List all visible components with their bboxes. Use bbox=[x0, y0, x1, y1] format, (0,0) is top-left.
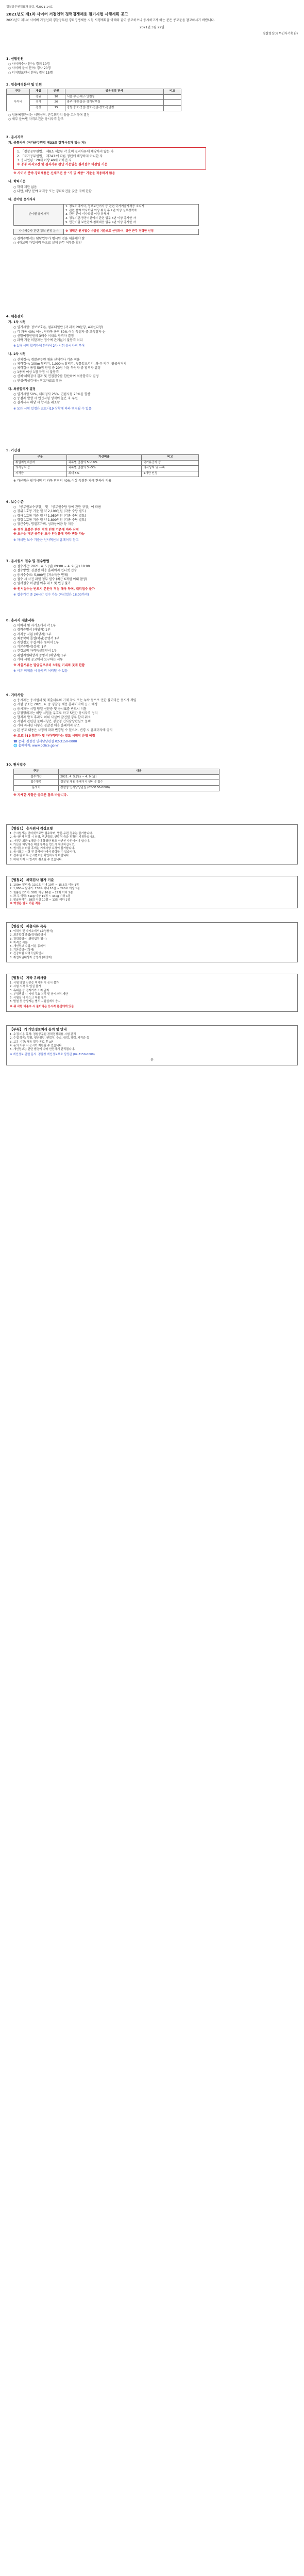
table-header: 구분 bbox=[7, 89, 30, 95]
section-1 bbox=[6, 57, 298, 75]
section-title: 1. 선발인원 bbox=[6, 57, 24, 61]
section-7-lines bbox=[6, 565, 298, 586]
text-line: 4. 부정행위 시 시험 무효 처리 및 응시자격 제한 bbox=[10, 992, 68, 996]
text-line: 2. 시험 시작 후 입실 불가 bbox=[10, 985, 41, 989]
text-line: ○ 1종목 이상 1점 득점 시 불합격 bbox=[13, 370, 59, 375]
text-line: 3. 사진은 최근 6개월 이내 촬영한 탈모 상반신 사진이어야 합니다. bbox=[10, 839, 90, 843]
section-7 bbox=[6, 559, 298, 598]
text-line: ○ 자격증 사본 (해당자) 1부 bbox=[13, 632, 52, 636]
text-line: ○ 개인정보 수집·이용 동의서 1부 bbox=[13, 641, 59, 645]
doc-issuer: 경찰청장(경무인사기획관) bbox=[262, 31, 298, 36]
table-cell: 접수방법 bbox=[14, 780, 59, 786]
text-line: ○ 각 과목 40% 이상, 전과목 총점 60% 이상 득점자 중 고득점자 순 bbox=[13, 330, 106, 334]
info-text: ※ 서류 미제출 시 불합격 처리될 수 있음 bbox=[13, 669, 68, 673]
table-header: 계급 bbox=[29, 89, 47, 95]
table-cell: 10 bbox=[47, 94, 65, 100]
warning-lines bbox=[13, 528, 298, 536]
section-3-extra bbox=[13, 237, 298, 245]
table-cell: 경위 bbox=[29, 94, 47, 100]
text-line: ○ 건강보험 자격득실확인서 1부 bbox=[13, 649, 57, 653]
text-line: ○ 체력검사: 100m 달리기, 1,000m 달리기, 윗몸일으키기, 좌·우 악력, 팔굽혀펴기 bbox=[13, 362, 127, 366]
text-line: 2. 관련 분야 학사학위 이상 취득 후 2년 이상 실무경력자 bbox=[65, 209, 137, 212]
table-row bbox=[7, 105, 181, 111]
text-line: ○ 정근수당, 명절휴가비, 성과상여금 등 지급 bbox=[13, 522, 74, 527]
section-3 bbox=[6, 135, 298, 245]
text-line: 3. 응시연령 : 20세 이상 40세 이하인 자 bbox=[17, 158, 72, 162]
text-line: 4. 자격증 사본 bbox=[10, 941, 28, 944]
section-title: 9. 기타사항 bbox=[6, 693, 24, 697]
text-line: 4. 가산점 해당자는 해당 항목을 반드시 체크하십시오. bbox=[10, 843, 75, 846]
attachment-title: 【별첨2】 체력검사 평가 기준 bbox=[10, 878, 54, 882]
appendix-box bbox=[6, 1025, 298, 1065]
section-title: 8. 응시자 제출서류 bbox=[6, 618, 35, 622]
info-text: ※ 접수기간 중 24시간 접수 가능 (마감일은 18:00까지) bbox=[13, 593, 89, 597]
qualification-box bbox=[13, 147, 206, 170]
text-line: ○ 동점자 발생 시 면접시험 성적이 높은 자 우선 bbox=[13, 397, 78, 401]
text-line: 6. 발열 등 증상자는 별도 시험실에서 응시 bbox=[10, 1000, 61, 1004]
section-4 bbox=[6, 314, 298, 411]
text-line: ○ 필기시험: 정보보호론, 컴퓨터일반 (각 과목 20문항, 4지선다형) bbox=[13, 326, 103, 330]
section-title: 5. 가산점 bbox=[6, 448, 21, 452]
text-line: ※ 보수는 매년 공무원 보수 인상률에 따라 변동 가능 bbox=[13, 532, 85, 536]
text-line: ○ 디지털포렌식 분야: 경장 15명 bbox=[8, 71, 53, 75]
warning-text: ※ 사이버 분야 경력채용은 신체조건 중 "키 및 체중" 기준을 적용하지 않음 bbox=[13, 172, 115, 176]
text-line: 2. 1,000m 달리기: 230초 이내 10점 ~ 290초 이상 1점 bbox=[10, 887, 80, 891]
table-cell: 분야별 응시자격 bbox=[14, 205, 64, 226]
text-line: 8. 허위 기재 시 합격이 취소될 수 있습니다. bbox=[10, 858, 63, 861]
attachment-3-lines bbox=[10, 930, 294, 960]
text-line: ○ 경사 1호봉 기준 월 약 1,950천원 (각종 수당 별도) bbox=[13, 514, 86, 518]
table-cell: 2021. 4. 5.(월) ~ 4. 9.(금) bbox=[59, 774, 219, 780]
table-cell: 과목별 만점의 5~10% bbox=[66, 460, 142, 466]
table-cell: 경찰청 채용 홈페이지 인터넷 접수 bbox=[59, 780, 219, 786]
warning-text: ※ 자세한 사항은 공고문 참조 바랍니다. bbox=[13, 793, 68, 797]
info-text: ※ 개인정보 관련 문의: 경찰청 개인정보보호 담당관 (02-3150-0000) bbox=[10, 1053, 95, 1057]
appendix-title: 【부록】 기 개인정보처리 동의 및 안내 bbox=[10, 1027, 67, 1031]
end-mark: - 끝 - bbox=[148, 1059, 156, 1062]
text-line: ○ 경장 1호봉 기준 월 약 1,800천원 (각종 수당 별도) bbox=[13, 518, 86, 522]
text-line: 4. 동의 거부 시 응시가 제한될 수 있습니다. bbox=[10, 1044, 63, 1047]
text-line: ○ 학력 제한 없음 bbox=[13, 185, 37, 189]
text-line: ○ 신체검사: 경찰공무원 채용 신체검사 기준 적용 bbox=[13, 358, 80, 362]
table-header: 인원 bbox=[47, 89, 65, 95]
text-line: ○ 응시수수료: 5,000원 (저소득층 면제) bbox=[13, 573, 69, 577]
subsection-title: 가. 공통자격 (국가공무원법 제33조 결격사유가 없는 자) bbox=[8, 141, 86, 145]
table-row bbox=[14, 785, 219, 791]
attachment-4 bbox=[6, 974, 298, 1012]
text-line: 5. 팔굽혀펴기: 58회 이상 10점 ~ 13회 이하 1점 bbox=[10, 899, 70, 902]
text-line: ○ 기타 자세한 사항은 경찰청 채용 홈페이지 참조 bbox=[13, 724, 80, 728]
attachment-2-lines bbox=[10, 884, 294, 906]
table-cell: 광주·대전·울산·경기남부청 bbox=[65, 100, 163, 106]
table-header-row bbox=[14, 769, 219, 775]
text-line: 5. 개인정보는 관련 법령에 따라 안전하게 관리됩니다. bbox=[10, 1048, 75, 1052]
text-line: 7. 건강보험 자격득실확인서 bbox=[10, 952, 44, 956]
text-line: ○ 취업지원대상자 증명서 (해당자) 1부 bbox=[13, 653, 66, 657]
text-line: 6. 기본증명서(상세) bbox=[10, 948, 35, 952]
table-row bbox=[14, 205, 199, 226]
table-header-row bbox=[14, 455, 199, 461]
section-title: 3. 응시자격 bbox=[6, 135, 24, 139]
text-line: ○ 시험과 관련한 문의사항은 경찰청 인사담당관실로 문의 bbox=[13, 720, 91, 724]
section-5 bbox=[6, 448, 298, 483]
warning-text: ※ 원서접수는 반드시 본인이 직접 해야 하며, 대리접수 불가 bbox=[13, 587, 95, 591]
table-cell: 과목별 만점의 3~5% bbox=[66, 466, 142, 471]
subsection-title: 나. 2차 시험 bbox=[8, 352, 26, 357]
text-line: 3. 관련 분야 석사학위 이상 취득자 bbox=[65, 213, 109, 216]
text-line: ※ 여성은 별도 기준 적용 bbox=[10, 902, 41, 906]
text-line: ○ 기본증명서(상세) 1부 bbox=[13, 645, 46, 649]
text-line: 1. 응시원서는 인터넷으로만 접수하며, 방문·우편 접수는 불가합니다. bbox=[10, 832, 93, 836]
text-line: 1. 시험 당일 신분증 미지참 시 응시 불가 bbox=[10, 981, 59, 985]
doc-intro: 2021년도 제1차 사이버 거점인력 경찰공무원 경력경쟁채용 시험 시행계획을 아래와 같이 공고하오니 응시하고자 하는 분은 공고문을 참고하시기 바랍니다. bbox=[6, 19, 215, 23]
text-line: ※ 공통 자격요건 및 결격사유 판단 기준일은 원서접수 마감일 기준 bbox=[17, 163, 108, 167]
text-line: ○ 접수 시 사진 파일 첨부 필수 (최근 6개월 이내 촬영) bbox=[13, 577, 87, 581]
section-9-lines bbox=[6, 699, 298, 733]
text-line: ○ 체력검사 총점 50점 만점 중 20점 이상 득점자 중 합격자 결정 bbox=[13, 366, 100, 370]
text-line: ○ 본 공고 내용은 사정에 따라 변경될 수 있으며, 변경 시 홈페이지에 공지 bbox=[13, 728, 113, 732]
text-line: 1. 「경찰공무원법」 제8조 제2항 각 호의 결격사유에 해당하지 않는 자 bbox=[17, 150, 114, 154]
table-cell: 서울·부산·대구·인천청 bbox=[65, 94, 163, 100]
table-cell bbox=[163, 94, 181, 100]
table-cell: 사이버수사 관련 경력 인정 분야 bbox=[14, 229, 64, 235]
attachment-1-lines bbox=[10, 832, 294, 862]
info-text: ※ 모든 시험 일정은 코로나19 상황에 따라 변경될 수 있음 bbox=[13, 406, 92, 411]
table-cell: 의사상자 및 유족 bbox=[142, 466, 199, 471]
table-cell bbox=[163, 100, 181, 106]
text-line: 7. 접수 완료 후 응시번호를 확인하시기 바랍니다. bbox=[10, 854, 70, 858]
text-line: ○ 필기시험 50%, 체력검사 25%, 면접시험 25%를 합산 bbox=[13, 393, 91, 397]
table-header: 임용예정 관서 bbox=[65, 89, 163, 95]
subsection-title: 다. 분야별 응시자격 bbox=[8, 198, 36, 202]
text-line: ○ 과락 기준 미달자는 점수에 관계없이 불합격 처리 bbox=[13, 338, 83, 343]
section-2-notes bbox=[6, 113, 298, 122]
text-line: ○ 4대보험 가입이력 등으로 실제 근무 여부를 확인 bbox=[13, 241, 82, 245]
text-line: ○ 임용예정관서는 시험성적, 근무희망지 등을 고려하여 결정 bbox=[8, 113, 90, 117]
attachment-3 bbox=[6, 922, 298, 962]
table-row bbox=[14, 229, 199, 235]
table-row bbox=[14, 460, 199, 466]
table-cell: 경장 bbox=[29, 105, 47, 111]
table-cell: 사이버 bbox=[7, 94, 30, 111]
text-line: ○ 최종학력 졸업(학위)증명서 1부 bbox=[13, 636, 60, 640]
text-line: ○ 응시자는 시험 당일 신분증 및 응시표를 반드시 지참 bbox=[13, 707, 87, 711]
text-line: 🌐 홈페이지: www.police.go.kr bbox=[13, 744, 59, 748]
section-8 bbox=[6, 618, 298, 673]
text-line: ○ 접수기간: 2021. 4. 5.(월) 09:00 ~ 4. 9.(금) 18:00 bbox=[13, 565, 90, 569]
text-line: ○ 다만, 해당 분야 자격증 또는 경력요건을 갖춘 자에 한함 bbox=[13, 189, 92, 193]
application-table bbox=[13, 769, 219, 791]
text-line: 6. 응시표는 시험 전 홈페이지에서 출력할 수 있습니다. bbox=[10, 851, 76, 854]
section-10 bbox=[6, 762, 298, 798]
table-cell: ※ 경력은 원서접수 마감일 기준으로 산정하며, 상근 근무 경력만 인정 bbox=[64, 229, 199, 235]
attachment-2 bbox=[6, 876, 298, 908]
table-cell: 경찰청 인사담당관실 (02-3150-0000) bbox=[59, 785, 219, 791]
table-header: 가산비율 bbox=[66, 455, 142, 461]
table-cell: 자격증 bbox=[14, 471, 67, 477]
section-1-lines bbox=[6, 62, 298, 75]
section-title: 4. 채용절차 bbox=[6, 314, 24, 318]
info-text: ※ 자세한 보수 기준은 인사혁신처 홈페이지 참고 bbox=[13, 538, 79, 542]
table-cell: 국가유공자 등 bbox=[142, 460, 199, 466]
text-line: 4. 정부기관·공공기관에서 관련 업무 3년 이상 종사한 자 bbox=[65, 217, 136, 221]
attachment-title: 【별첨3】 제출서류 목록 bbox=[10, 924, 47, 928]
text-line: ○ 신체·체력검사 결과 및 면접점수를 합산하여 최종합격자 결정 bbox=[13, 375, 99, 379]
text-line: ○ 합격자 발표 후라도 허위 사실이 발견될 경우 합격 취소 bbox=[13, 716, 91, 720]
table-cell: 취업지원대상자 bbox=[14, 460, 67, 466]
text-line: ○ 선발예정인원의 3배수 이내로 합격자 결정 bbox=[13, 334, 74, 338]
section-2 bbox=[6, 82, 298, 122]
info-text: ※ 1차 시험 합격자에 한하여 2차 시험 응시자격 부여 bbox=[13, 344, 85, 348]
text-line: 2. 최종학력 졸업(학위)증명서 bbox=[10, 934, 46, 937]
text-line: 1. 100m 달리기: 13.0초 이내 10점 ~ 15.6초 이상 1점 bbox=[10, 884, 79, 887]
table-header: 구분 bbox=[14, 769, 59, 775]
attachment-4-lines bbox=[10, 981, 294, 1004]
text-line: ○ 원서접수 마감일 이후 취소 및 변경 불가 bbox=[13, 582, 71, 586]
table-header: 구분 bbox=[14, 455, 67, 461]
table-cell: 문의처 bbox=[14, 785, 59, 791]
text-line: ○ 사이버 분석 분야: 경사 20명 bbox=[8, 66, 51, 71]
table-row bbox=[14, 774, 219, 780]
doc-date: 2021년 3월 22일 bbox=[140, 26, 164, 30]
table-header: 비고 bbox=[163, 89, 181, 95]
section-6-lines bbox=[6, 505, 298, 527]
text-line: 4. 좌·우 악력: 61kg 이상 10점 ~ 44kg 이하 1점 bbox=[10, 894, 71, 898]
text-line: 1. 정보처리기사, 정보보안기사 등 관련 국가기술자격증 소지자 bbox=[65, 205, 144, 209]
text-line: 5. 원서접수 마감 후에는 기재사항 수정이 불가합니다. bbox=[10, 847, 75, 851]
text-line: 3. 보유 기간: 채용 절차 종료 후 3년 bbox=[10, 1040, 54, 1044]
text-line: 8. 취업지원대상자 증명서 (해당자) bbox=[10, 956, 53, 959]
attachment-title: 【별첨1】 응시원서 작성요령 bbox=[10, 826, 53, 831]
table-row bbox=[14, 466, 199, 471]
table-cell: 강원·충북·충남·전북·전남·경북·경남청 bbox=[65, 105, 163, 111]
text-line: ○ 기타 시험 공고에서 요구하는 서류 bbox=[13, 657, 63, 662]
subsection-title: 나. 학력기준 bbox=[8, 180, 26, 184]
section-4-lines-2 bbox=[6, 358, 298, 383]
doc-title: 2021년도 제1차 사이버 거점인력 경력경쟁채용 필기시험 시행계획 공고 bbox=[6, 12, 128, 17]
section-title: 10. 원서접수 bbox=[6, 762, 26, 767]
warning-text: ※ 코로나19 확진자 및 자가격리자는 별도 시험장 운영 예정 bbox=[13, 734, 95, 738]
table-cell: 접수기간 bbox=[14, 774, 59, 780]
warning-text: ※ 제출서류는 발급일로부터 3개월 이내의 것에 한함 bbox=[13, 664, 85, 668]
section-9 bbox=[6, 693, 298, 748]
attachment-title: 【별첨4】 기타 유의사항 bbox=[10, 976, 47, 980]
qualification-table bbox=[13, 204, 199, 226]
text-line: 5. 개인정보 수집·이용 동의서 bbox=[10, 945, 46, 948]
section-3-lines bbox=[6, 185, 298, 194]
bonus-table bbox=[13, 454, 199, 477]
text-line: 1. 이력서 및 자기소개서 (소정양식) bbox=[10, 930, 53, 934]
section-4-lines bbox=[6, 326, 298, 343]
text-line: ○ 경력증명서 (해당자) 1부 bbox=[13, 628, 50, 632]
text-line: ○ 부정행위자는 해당 시험을 무효로 하고 5년간 응시자격 정지 bbox=[13, 711, 98, 715]
text-line: 1. 수집·이용 목적: 경찰공무원 경력경쟁채용 시험 관리 bbox=[10, 1033, 76, 1037]
section-8-lines bbox=[6, 624, 298, 662]
table-header: 비고 bbox=[142, 455, 199, 461]
text-line: 5. 시험장 내 마스크 착용 필수 bbox=[10, 996, 46, 1000]
text-line: ○ 「공무원보수규정」 및 「공무원수당 등에 관한 규정」에 따름 bbox=[13, 505, 102, 510]
warning-text: ※ 위 사항 미준수 시 불이익은 응시자 본인에게 있음 bbox=[10, 1005, 74, 1009]
table-cell: 20 bbox=[47, 100, 65, 106]
text-line: 2. 수집 항목: 성명, 생년월일, 연락처, 주소, 학력, 경력, 자격증 등 bbox=[10, 1037, 90, 1040]
text-line: 3. 윗몸일으키기: 58회 이상 10점 ~ 22회 이하 1점 bbox=[10, 891, 73, 894]
table-row bbox=[7, 100, 181, 106]
text-line: ○ 시험 장소는 2021. 4. 중 경찰청 채용 홈페이지에 공고 예정 bbox=[13, 703, 98, 707]
table-row bbox=[14, 471, 199, 477]
subsection-title: 가. 1차 시험 bbox=[8, 320, 26, 325]
text-line: ○ 인성·적성검사는 참고자료로 활용 bbox=[13, 379, 62, 383]
doc-ref: 경찰공무원채용과 공고 제2021-14호 bbox=[6, 6, 53, 9]
table-cell bbox=[64, 205, 199, 226]
text-line: 3. 휴대폰 등 전자기기 소지 금지 bbox=[10, 989, 49, 992]
text-line: 2. 응시원서 작성 시 성명, 생년월일, 연락처 등을 정확히 기재하십시오. bbox=[10, 836, 96, 839]
table-cell: 최대 5% bbox=[66, 471, 142, 477]
text-line: ○ 사이버수사 분야: 경위 10명 bbox=[8, 62, 50, 66]
section-title: 7. 응시원서 접수 및 접수방법 bbox=[6, 559, 49, 563]
text-line: ○ 이력서 및 자기소개서 각 1부 bbox=[13, 624, 56, 628]
text-line: ○ 접수방법: 경찰청 채용 홈페이지 인터넷 접수 bbox=[13, 569, 77, 573]
table-cell: 1개만 인정 bbox=[142, 471, 199, 477]
text-line: ○ 응시자는 응시원서 및 제출서류의 기재 착오 또는 누락 등으로 인한 불이익은 응시자 책임 bbox=[13, 699, 137, 703]
table-row bbox=[7, 94, 181, 100]
appendix-lines bbox=[10, 1033, 294, 1052]
text-line: ○ 결격사유 해당 시 합격을 취소함 bbox=[13, 401, 60, 405]
text-line: ※ 경력 호봉은 관련 경력 인정 기준에 따라 산정 bbox=[13, 528, 79, 532]
doc-header bbox=[6, 5, 298, 36]
text-line: 5. 민간기업 보안관제·침해대응 업무 4년 이상 종사한 자 bbox=[65, 221, 136, 224]
section-6 bbox=[6, 500, 298, 543]
table-header-row bbox=[7, 89, 181, 95]
text-line: ○ 경력증명서는 담당업무가 명시된 것을 제출해야 함 bbox=[13, 236, 85, 241]
text-line: 3. 경력증명서 (담당업무 명시) bbox=[10, 937, 47, 941]
attachment-1 bbox=[6, 824, 298, 865]
text-line: ○ 경위 1호봉 기준 월 약 2,100천원 (각종 수당 별도) bbox=[13, 510, 86, 514]
table-cell bbox=[163, 105, 181, 111]
text-line: ○ 세부 분야별 자격요건은 응시자격 참조 bbox=[8, 117, 64, 121]
note-text: ※ 가산점은 필기시험 각 과목 만점의 40% 이상 득점한 자에 한하여 적용 bbox=[13, 479, 112, 483]
table-cell: 의사상자 등 bbox=[14, 466, 67, 471]
table-header: 내용 bbox=[59, 769, 219, 775]
assignment-table bbox=[6, 89, 181, 111]
table-cell: 경사 bbox=[29, 100, 47, 106]
subsection-title: 다. 최종합격자 결정 bbox=[8, 387, 36, 391]
table-cell: 15 bbox=[47, 105, 65, 111]
text-line: 2. 「국가공무원법」 제74조에 따른 정년에 해당하지 아니한 자 bbox=[17, 154, 103, 158]
text-line: ☎ 문의: 경찰청 인사담당관실 02-3150-0000 bbox=[13, 740, 77, 744]
contact-lines bbox=[13, 740, 298, 748]
section-4-lines-3 bbox=[6, 393, 298, 405]
experience-table bbox=[13, 229, 199, 235]
section-title: 2. 임용예정분야 및 인원 bbox=[6, 82, 42, 87]
section-title: 6. 보수수준 bbox=[6, 500, 24, 504]
table-row bbox=[14, 780, 219, 786]
